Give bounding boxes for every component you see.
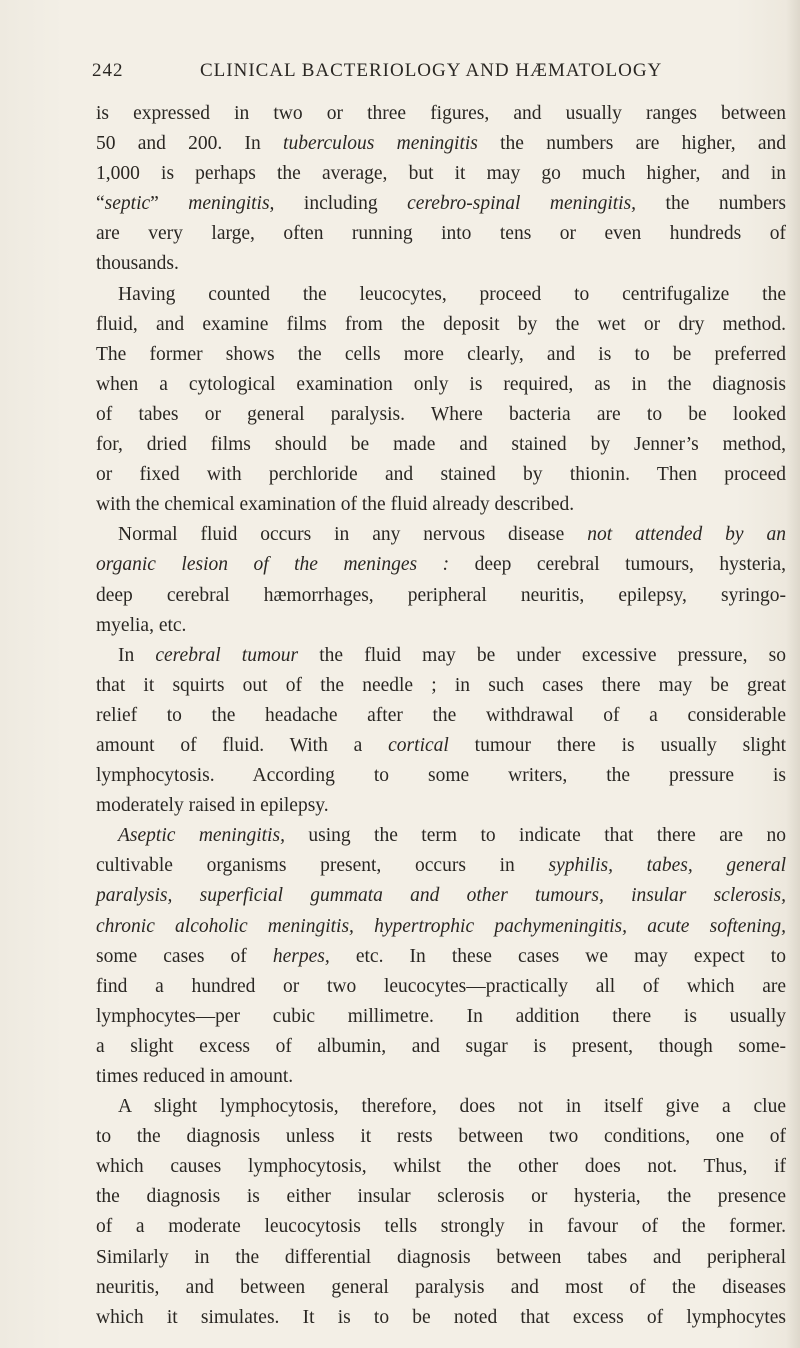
text-line: myelia, etc. bbox=[96, 614, 187, 636]
text-line: of a moderate leucocytosis tells strongly in favour of the former. bbox=[96, 1216, 786, 1238]
text-line: 1,000 is perhaps the average, but it may go much higher, and in bbox=[96, 163, 786, 185]
text-line: a slight excess of albumin, and sugar is present, though some- bbox=[96, 1035, 786, 1057]
text-line: that it squirts out of the needle ; in such cases there may be great bbox=[96, 674, 786, 696]
text-line: Having counted the leucocytes, proceed to centrifugalize the bbox=[118, 283, 786, 305]
text-line: organic lesion of the meninges : deep cerebral tumours, hysteria, bbox=[96, 554, 786, 576]
text-line: chronic alcoholic meningitis, hypertrophic pachymeningitis, acute softening, bbox=[96, 915, 786, 937]
text-line: The former shows the cells more clearly, and is to be preferred bbox=[96, 343, 786, 365]
text-line: 50 and 200. In tuberculous meningitis the numbers are higher, and bbox=[96, 133, 786, 155]
text-line: or fixed with perchloride and stained by thionin. Then proceed bbox=[96, 464, 786, 486]
text-line: with the chemical examination of the fluid already described. bbox=[96, 494, 575, 516]
text-line: lymphocytes—per cubic millimetre. In addition there is usually bbox=[96, 1005, 786, 1027]
text-line: cultivable organisms present, occurs in syphilis, tabes, general bbox=[96, 855, 786, 877]
text-line: paralysis, superficial gummata and other tumours, insular sclerosis, bbox=[96, 885, 786, 907]
text-line: neuritis, and between general paralysis and most of the diseases bbox=[96, 1276, 786, 1298]
text-line: Normal fluid occurs in any nervous disease not attended by an bbox=[118, 524, 786, 546]
text-line: thousands. bbox=[96, 253, 179, 275]
text-line: In cerebral tumour the fluid may be under excessive pressure, so bbox=[118, 644, 786, 666]
text-line: lymphocytosis. According to some writers, the pressure is bbox=[96, 765, 786, 787]
text-line: moderately raised in epilepsy. bbox=[96, 795, 329, 817]
text-line: times reduced in amount. bbox=[96, 1066, 294, 1087]
text-line: find a hundred or two leucocytes—practically all of which are bbox=[96, 975, 786, 997]
running-title: CLINICAL BACTERIOLOGY AND HÆMATOLOGY bbox=[200, 60, 663, 81]
text-line: to the diagnosis unless it rests between two conditions, one of bbox=[96, 1126, 786, 1148]
text-line: for, dried films should be made and stained by Jenner’s method, bbox=[96, 434, 786, 456]
text-line: Aseptic meningitis, using the term to indicate that there are no bbox=[118, 825, 786, 847]
text-line: is expressed in two or three figures, and usually ranges between bbox=[96, 103, 786, 124]
text-line: A slight lymphocytosis, therefore, does not in itself give a clue bbox=[118, 1096, 786, 1118]
text-line: deep cerebral hæmorrhages, peripheral neuritis, epilepsy, syringo- bbox=[96, 584, 786, 606]
body-text bbox=[96, 99, 786, 1333]
text-line: of tabes or general paralysis. Where bacteria are to be looked bbox=[96, 403, 786, 425]
text-line: some cases of herpes, etc. In these cases we may expect to bbox=[96, 945, 786, 967]
text-line: when a cytological examination only is required, as in the diagnosis bbox=[96, 373, 786, 395]
text-line: “septic” meningitis, including cerebro-spinal meningitis, the numbers bbox=[96, 193, 786, 215]
text-line: fluid, and examine films from the deposit by the wet or dry method. bbox=[96, 313, 786, 335]
text-line: the diagnosis is either insular sclerosis or hysteria, the presence bbox=[96, 1186, 786, 1208]
text-line: are very large, often running into tens or even hundreds of bbox=[96, 223, 786, 245]
text-line: which causes lymphocytosis, whilst the other does not. Thus, if bbox=[96, 1156, 786, 1178]
text-line: relief to the headache after the withdrawal of a considerable bbox=[96, 704, 786, 726]
text-line: Similarly in the differential diagnosis between tabes and peripheral bbox=[96, 1246, 786, 1268]
page-edge-shadow bbox=[786, 0, 800, 1348]
text-line: amount of fluid. With a cortical tumour there is usually slight bbox=[96, 734, 786, 756]
text-line: which it simulates. It is to be noted that excess of lymphocytes bbox=[96, 1306, 786, 1328]
page-number: 242 bbox=[92, 60, 124, 81]
running-header bbox=[92, 60, 772, 90]
